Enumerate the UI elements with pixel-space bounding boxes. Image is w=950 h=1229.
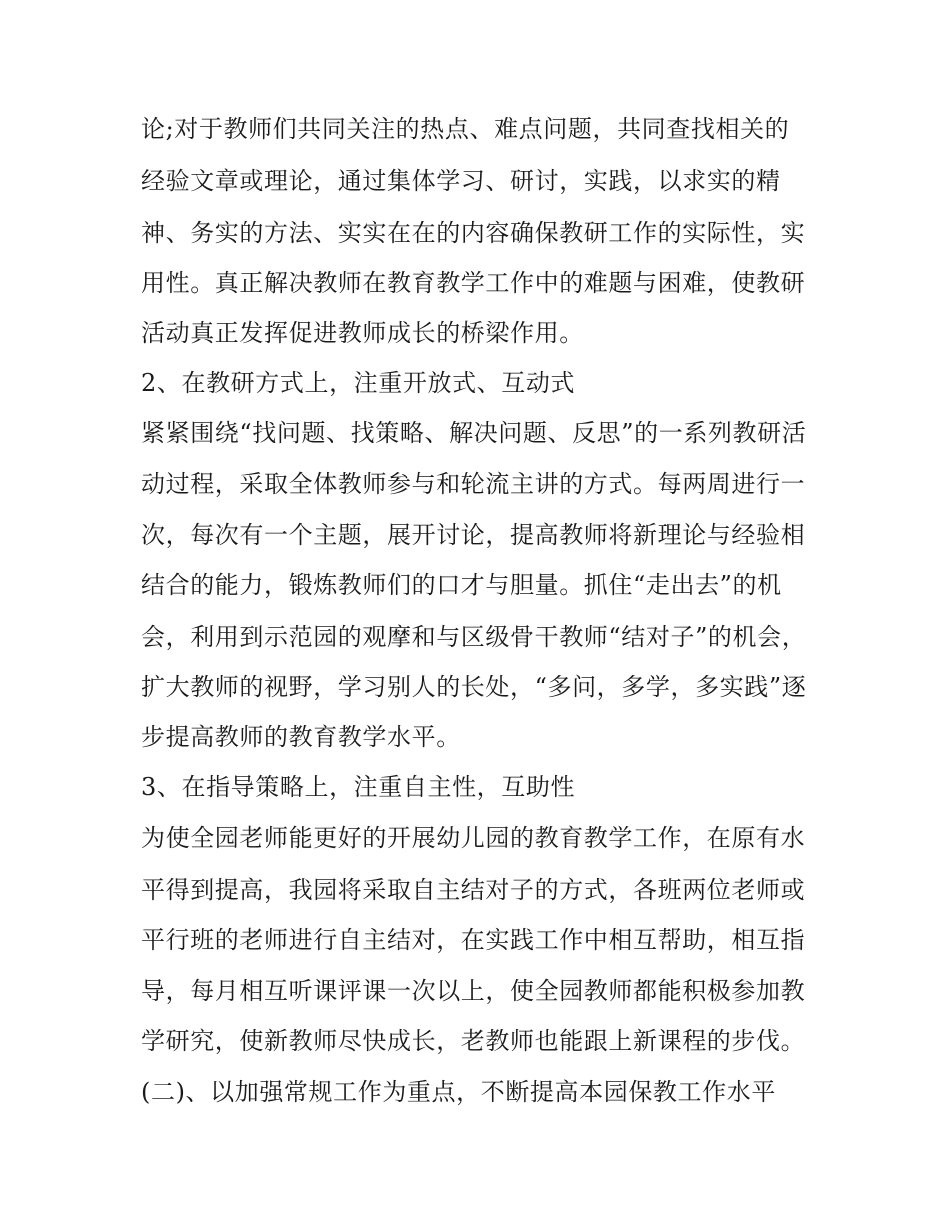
paragraph-line: 动过程，采取全体教师参与和轮流主讲的方式。每两周进行一 (141, 470, 806, 498)
paragraph-line: 平行班的老师进行自主结对，在实践工作中相互帮助，相互指 (141, 926, 806, 954)
paragraph-line: 学研究，使新教师尽快成长，老教师也能跟上新课程的步伐。 (141, 1027, 806, 1055)
paragraph-line: 扩大教师的视野，学习别人的长处，“多问，多学，多实践”逐 (141, 673, 807, 701)
paragraph-line: 神、务实的方法、实实在在的内容确保教研工作的实际性，实 (141, 219, 806, 247)
paragraph-line: 用性。真正解决教师在教育教学工作中的难题与困难，使教研 (141, 269, 806, 297)
paragraph-line: 紧紧围绕“找问题、找策略、解决问题、反思”的一系列教研活 (141, 419, 807, 447)
paragraph-line: 会，利用到示范园的观摩和与区级骨干教师“结对子”的机会， (141, 623, 807, 651)
paragraph-line: 活动真正发挥促进教师成长的桥梁作用。 (141, 319, 584, 347)
section-heading: (二)、以加强常规工作为重点，不断提高本园保教工作水平 (141, 1078, 776, 1106)
paragraph-line: 论;对于教师们共同关注的热点、难点问题，共同查找相关的 (141, 115, 790, 143)
paragraph-line: 经验文章或理论，通过集体学习、研讨，实践，以求实的精 (141, 167, 781, 195)
paragraph-line: 为使全园老师能更好的开展幼儿园的教育教学工作，在原有水 (141, 824, 806, 852)
paragraph-line: 次，每次有一个主题，展开讨论，提高教师将新理论与经验相 (141, 521, 806, 549)
paragraph-line: 平得到提高，我园将采取自主结对子的方式，各班两位老师或 (141, 876, 806, 904)
section-heading: 2、在教研方式上，注重开放式、互动式 (141, 369, 576, 397)
section-heading: 3、在指导策略上，注重自主性，互助性 (141, 773, 576, 801)
paragraph-line: 导，每月相互听课评课一次以上，使全园教师都能积极参加教 (141, 977, 806, 1005)
paragraph-line: 结合的能力，锻炼教师们的口才与胆量。抓住“走出去”的机 (141, 571, 782, 599)
paragraph-line: 步提高教师的教育教学水平。 (141, 723, 461, 751)
